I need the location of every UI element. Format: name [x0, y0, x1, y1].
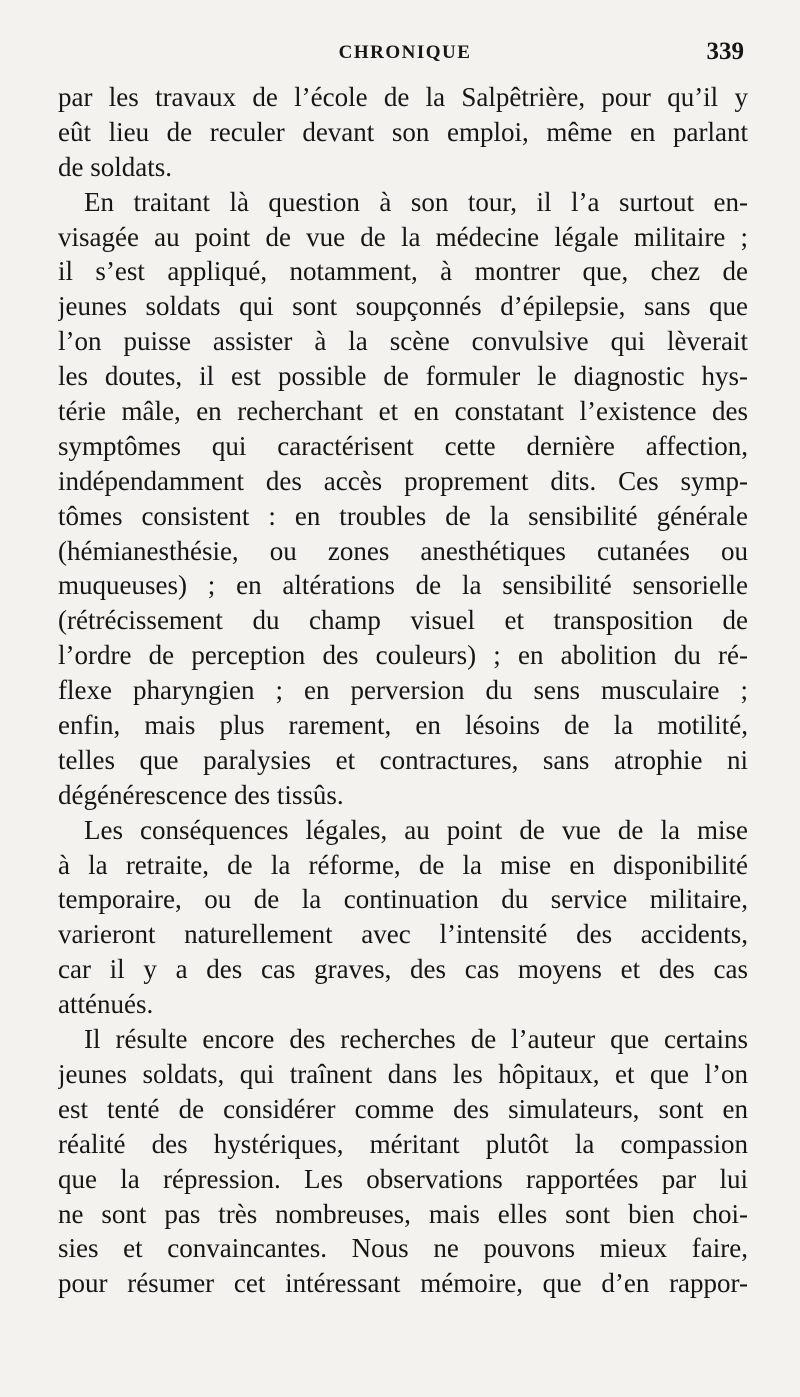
text-line: jeunes soldats qui sont soupçonnés d’épilepsie, sans que [58, 291, 748, 322]
text-line: visagée au point de vue de la médecine légale militaire ; [58, 221, 748, 252]
text-line: (hémianesthésie, ou zones anesthétiques cutanées ou [58, 535, 748, 566]
text-line: telles que paralysies et contractures, sans atrophie ni [58, 744, 748, 775]
running-title: CHRONIQUE [338, 42, 472, 63]
text-line: Il résulte encore des recherches de l’auteur que certains [84, 1024, 748, 1055]
text-line: eût lieu de reculer devant son emploi, même en parlant [58, 116, 748, 147]
text-line: muqueuses) ; en altérations de la sensibilité sensorielle [58, 570, 748, 601]
text-line: ne sont pas très nombreuses, mais elles sont bien choi- [58, 1198, 748, 1229]
body-text [58, 80, 748, 1301]
text-line: est tenté de considérer comme des simulateurs, sont en [58, 1093, 748, 1124]
text-line: que la répression. Les observations rapportées par lui [58, 1163, 748, 1194]
text-line: symptômes qui caractérisent cette dernière affection, [58, 430, 748, 461]
text-line: de soldats. [58, 151, 172, 182]
text-line: l’ordre de perception des couleurs) ; en abolition du ré- [58, 640, 748, 671]
text-line: temporaire, ou de la continuation du service militaire, [58, 884, 748, 915]
text-line: tômes consistent : en troubles de la sensibilité générale [58, 500, 748, 531]
text-line: sies et convaincantes. Nous ne pouvons mieux faire, [58, 1233, 748, 1264]
text-line: varieront naturellement avec l’intensité des accidents, [58, 919, 748, 950]
text-line: (rétrécissement du champ visuel et transposition de [58, 605, 748, 636]
text-line: enfin, mais plus rarement, en lésoins de la motilité, [58, 710, 748, 741]
text-line: térie mâle, en recherchant et en constatant l’existence des [58, 396, 748, 427]
text-line: dégénérescence des tissûs. [58, 779, 344, 810]
text-line: à la retraite, de la réforme, de la mise en disponibilité [58, 849, 748, 880]
text-line: par les travaux de l’école de la Salpêtrière, pour qu’il y [58, 82, 748, 112]
text-line: Les conséquences légales, au point de vue de la mise [84, 814, 748, 845]
text-line: pour résumer cet intéressant mémoire, que d’en rappor- [58, 1268, 748, 1299]
text-line: flexe pharyngien ; en perversion du sens musculaire ; [58, 675, 748, 706]
text-line: atténués. [58, 989, 154, 1020]
text-line: car il y a des cas graves, des cas moyens et des cas [58, 954, 748, 985]
text-line: réalité des hystériques, méritant plutôt la compassion [58, 1128, 748, 1159]
page-header [58, 34, 752, 74]
page-number: 339 [706, 38, 744, 65]
text-line: il s’est appliqué, notamment, à montrer que, chez de [58, 256, 748, 287]
text-line: les doutes, il est possible de formuler le diagnostic hys- [58, 361, 748, 392]
text-line: jeunes soldats, qui traînent dans les hôpitaux, et que l’on [58, 1058, 748, 1089]
text-line: l’on puisse assister à la scène convulsive qui lèverait [58, 326, 748, 357]
text-line: indépendamment des accès proprement dits. Ces symp- [58, 465, 748, 496]
text-line: En traitant là question à son tour, il l’a surtout en- [84, 186, 748, 217]
